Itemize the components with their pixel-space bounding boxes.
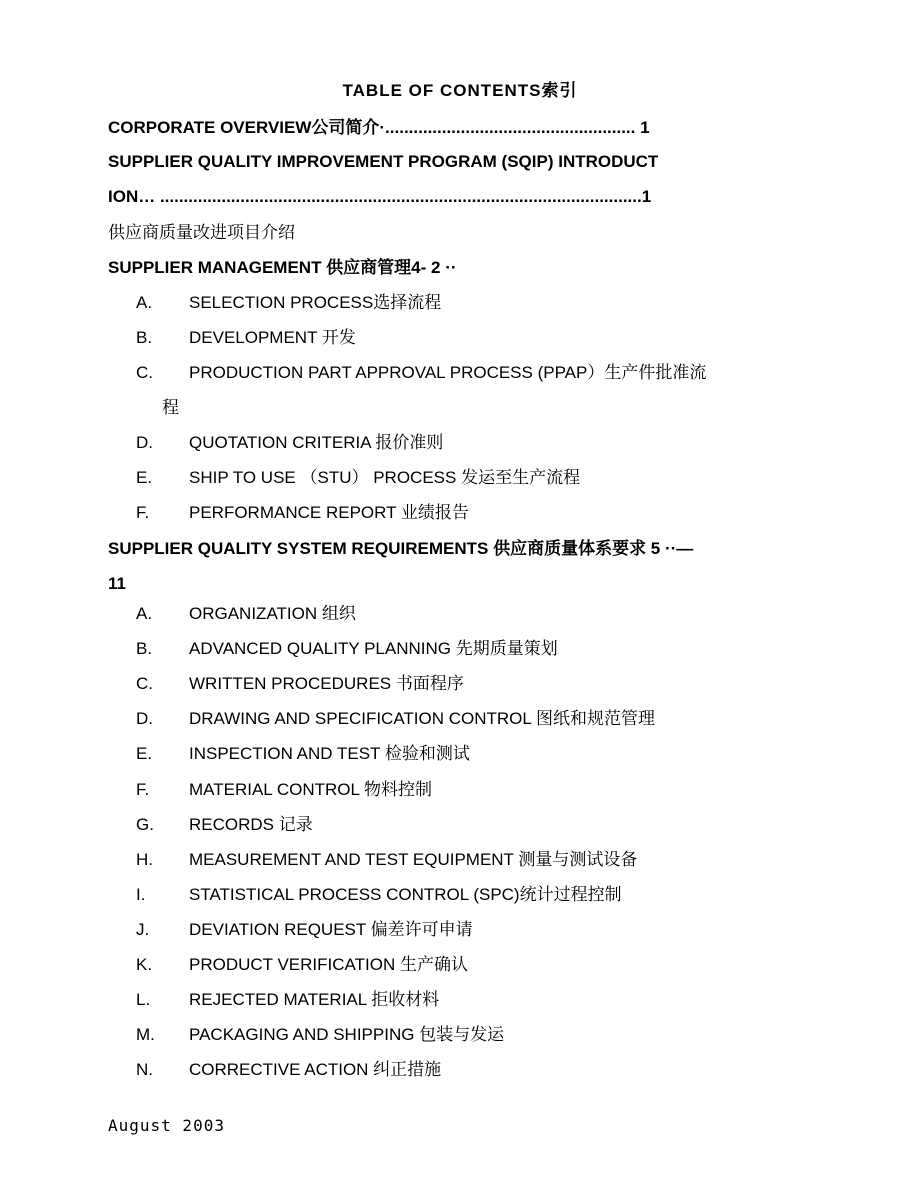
list-item xyxy=(136,638,558,660)
item-text: PACKAGING AND SHIPPING 包装与发运 xyxy=(189,1025,505,1044)
item-text: MEASUREMENT AND TEST EQUIPMENT 测量与测试设备 xyxy=(189,850,638,869)
item-letter: M. xyxy=(136,1025,155,1044)
toc-entry-quality-system-line2: 11 xyxy=(108,574,126,593)
item-letter: H. xyxy=(136,850,153,869)
list-item xyxy=(136,919,473,941)
item-letter: C. xyxy=(136,674,153,693)
item-text: MATERIAL CONTROL 物料控制 xyxy=(189,780,433,799)
item-letter: K. xyxy=(136,955,153,974)
list-item xyxy=(136,603,356,625)
list-item xyxy=(136,954,468,976)
item-text: PRODUCTION PART APPROVAL PROCESS (PPAP）生产件批准流 xyxy=(189,363,707,382)
item-letter: A. xyxy=(136,293,153,312)
list-item xyxy=(136,814,313,836)
toc-entry-sqip-line2: ION… ......................................................................................................1 xyxy=(108,187,652,206)
list-item xyxy=(136,989,439,1011)
item-letter: D. xyxy=(136,433,153,452)
list-item xyxy=(136,432,443,454)
item-letter: A. xyxy=(136,604,153,623)
item-letter: B. xyxy=(136,328,153,347)
item-text: SHIP TO USE （STU） PROCESS 发运至生产流程 xyxy=(189,468,581,487)
item-text: RECORDS 记录 xyxy=(189,815,313,834)
list-item xyxy=(136,884,622,906)
item-text: DRAWING AND SPECIFICATION CONTROL 图纸和规范管理 xyxy=(189,709,655,728)
item-text: DEVIATION REQUEST 偏差许可申请 xyxy=(189,920,473,939)
item-letter: D. xyxy=(136,709,153,728)
item-text: ORGANIZATION 组织 xyxy=(189,604,356,623)
toc-entry-corporate-overview: CORPORATE OVERVIEW公司简介·..................................................... 1 xyxy=(108,118,650,137)
item-letter: F. xyxy=(136,503,150,522)
list-item xyxy=(136,327,356,349)
toc-entry-sqip-line1: SUPPLIER QUALITY IMPROVEMENT PROGRAM (SQIP) INTRODUCT xyxy=(108,152,659,171)
item-text: QUOTATION CRITERIA 报价准则 xyxy=(189,433,444,452)
list-item xyxy=(136,292,441,314)
list-item xyxy=(136,467,580,489)
item-text: WRITTEN PROCEDURES 书面程序 xyxy=(189,674,464,693)
item-letter: J. xyxy=(136,920,150,939)
item-letter: E. xyxy=(136,468,153,487)
item-text-wrap: 程 xyxy=(162,398,179,417)
page-footer-date: August 2003 xyxy=(108,1116,225,1135)
item-letter: C. xyxy=(136,363,153,382)
item-text: PRODUCT VERIFICATION 生产确认 xyxy=(189,955,468,974)
item-letter: L. xyxy=(136,990,151,1009)
item-text: SELECTION PROCESS选择流程 xyxy=(189,293,442,312)
list-item xyxy=(136,1059,441,1081)
list-item xyxy=(136,362,706,384)
toc-entry-quality-system-line1: SUPPLIER QUALITY SYSTEM REQUIREMENTS 供应商质量体系要求 5 ··— xyxy=(108,539,694,558)
item-letter: I. xyxy=(136,885,146,904)
toc-entry-supplier-management: SUPPLIER MANAGEMENT 供应商管理4- 2 ·· xyxy=(108,258,457,277)
item-text: STATISTICAL PROCESS CONTROL (SPC)统计过程控制 xyxy=(189,885,622,904)
list-item xyxy=(136,673,464,695)
item-text: INSPECTION AND TEST 检验和测试 xyxy=(189,744,470,763)
item-text: DEVELOPMENT 开发 xyxy=(189,328,356,347)
list-item xyxy=(136,743,470,765)
item-letter: E. xyxy=(136,744,153,763)
item-text: PERFORMANCE REPORT 业绩报告 xyxy=(189,503,469,522)
list-item xyxy=(136,1024,504,1046)
list-item xyxy=(136,502,469,524)
item-text: ADVANCED QUALITY PLANNING 先期质量策划 xyxy=(189,639,558,658)
page-title: TABLE OF CONTENTS索引 xyxy=(342,81,578,100)
toc-entry-sqip-chinese: 供应商质量改进项目介绍 xyxy=(108,223,295,242)
list-item xyxy=(136,849,637,871)
item-text: CORRECTIVE ACTION 纠正措施 xyxy=(189,1060,442,1079)
list-item xyxy=(136,708,655,730)
item-letter: G. xyxy=(136,815,154,834)
list-item xyxy=(136,779,432,801)
item-text: REJECTED MATERIAL 拒收材料 xyxy=(189,990,440,1009)
item-letter: B. xyxy=(136,639,153,658)
item-letter: F. xyxy=(136,780,150,799)
item-letter: N. xyxy=(136,1060,153,1079)
